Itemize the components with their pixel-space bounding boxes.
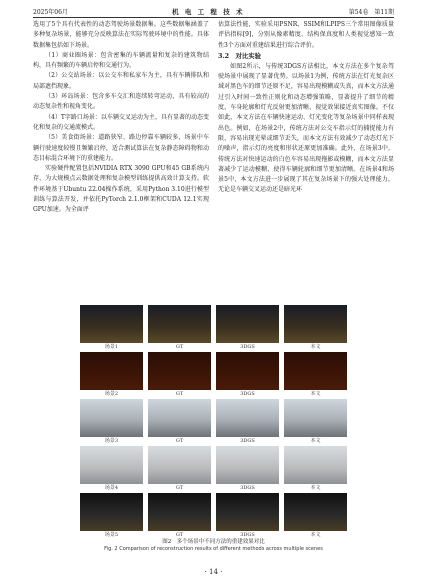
paragraph: 选用了5个具有代表性的动态驾驶场景数据集。这些数据集涵盖了多种复杂场景，能够充分反映算法在实际驾驶环境中的性能。具体数据集包括如下场景。 bbox=[33, 21, 209, 49]
figure-cell bbox=[80, 493, 143, 540]
scene-image bbox=[148, 399, 211, 437]
paragraph: 实验硬件配置包括NVIDIA RTX 3090 GPU和45 GB系统内存，为大规模点云数据处理和复杂模型训练提供高效计算支持。软件环境基于Ubuntu 22.04操作系统，采用Python 3.10进行模型训练与算法开发，并依托PyTorch 2.1.0框架和CUDA 12.1实现GPU加速。为全面评 bbox=[33, 165, 209, 214]
figure-cell bbox=[284, 399, 347, 446]
left-column bbox=[33, 20, 209, 301]
scene-image bbox=[80, 352, 143, 390]
figure-cell-label: 3DGS bbox=[240, 532, 255, 538]
figure-caption-en: Fig. 2 Comparison of reconstruction results of different methods across multiple scenes bbox=[104, 546, 323, 552]
header-issue: 第54卷 第11期 bbox=[348, 8, 394, 16]
scene-image bbox=[284, 352, 347, 390]
figure-cell-label: 本文 bbox=[310, 344, 321, 350]
header-date: 2025年06月 bbox=[33, 8, 68, 16]
scene-image bbox=[80, 399, 143, 437]
figure-cell bbox=[284, 493, 347, 540]
figure-cell-label: GT bbox=[175, 344, 184, 350]
figure-cell bbox=[148, 446, 211, 493]
figure-cell-label: 场景2 bbox=[104, 391, 119, 397]
scene-image bbox=[80, 493, 143, 531]
figure-cell-label: 3DGS bbox=[240, 485, 255, 491]
figure-cell bbox=[216, 352, 279, 399]
figure-cell-label: 3DGS bbox=[240, 438, 255, 444]
figure-cell-label: 本文 bbox=[310, 532, 321, 538]
figure-cell-label: GT bbox=[175, 391, 184, 397]
scene-image bbox=[148, 352, 211, 390]
scene-image bbox=[80, 305, 143, 343]
scene-image bbox=[216, 399, 279, 437]
header-rule bbox=[33, 17, 394, 18]
scene-image bbox=[216, 305, 279, 343]
figure-cell bbox=[148, 399, 211, 446]
scene-image bbox=[216, 493, 279, 531]
figure-cell bbox=[80, 446, 143, 493]
right-column bbox=[218, 20, 394, 301]
scene-image bbox=[284, 305, 347, 343]
figure-cell bbox=[80, 352, 143, 399]
figure-cell-label: 场景4 bbox=[104, 485, 119, 491]
scene-image bbox=[148, 493, 211, 531]
figure-cell bbox=[216, 399, 279, 446]
page-number: · 14 · bbox=[204, 568, 223, 576]
figure-cell bbox=[148, 352, 211, 399]
figure-cell-label: 3DGS bbox=[240, 391, 255, 397]
scene-image bbox=[148, 446, 211, 484]
scene-image bbox=[148, 305, 211, 343]
paragraph: （4）T字路口场景：以车辆交叉运动为主，具有显著的动态变化和复杂的交通流模式。 bbox=[33, 113, 209, 131]
paragraph: （5）美食街场景：道路狭窄、路边停靠车辆较多，场景中车辆行驶速度较慢且频繁启停，适合测试算法在复杂静态障碍物和动态目标混合环境下的重建能力。 bbox=[33, 134, 209, 162]
figure-cell-label: 本文 bbox=[310, 485, 321, 491]
figure-grid bbox=[80, 305, 348, 540]
page-header bbox=[33, 4, 394, 18]
figure-cell bbox=[148, 493, 211, 540]
paragraph: （2）公交站场景：以公交车和私家车为主，具有车辆排队和局部遮挡现象。 bbox=[33, 72, 209, 90]
figure-cell-label: 场景5 bbox=[104, 532, 119, 538]
figure-cell bbox=[80, 399, 143, 446]
scene-image bbox=[284, 446, 347, 484]
scene-image bbox=[216, 446, 279, 484]
figure-cell-label: GT bbox=[175, 485, 184, 491]
paragraph: （3）环岛场景：包含多车交汇和连续转弯运动，具有较高的动态复杂性和视角变化。 bbox=[33, 93, 209, 111]
figure-cell bbox=[284, 352, 347, 399]
figure-cell bbox=[284, 446, 347, 493]
figure-cell-label: GT bbox=[175, 438, 184, 444]
paragraph: 如图2所示，与传统3DGS方法相比，本文方法在多个复杂驾驶场景中展现了显著优势。以场景1为例，传统方法在灯光复杂区域对黑色车的细节还原不足，容易出现模糊或失真，而本文方法通过引入时间一致性正则化和动态增强策略，显著提升了细节的精度，车身轮廓和灯光反射更加清晰，视觉效果接近真实图像。不仅如此，本文方法在车辆快速运动、灯光变化等复杂场景中同样表现出色。例如，在场景2中，传统方法对公交车指示灯的捕捉能力有限，容易出现光晕或细节丢失，而本文方法有效减少了动态灯光下的噪声，指示灯的亮度和形状还原更加准确。此外，在场景3中，传统方法对快速运动的白色车容易出现拖影或模糊，而本文方法显著减少了运动模糊，使得车辆轮廓和细节更加清晰。在场景4和场景5中，本文方法进一步展现了其在复杂场景下的强大处理能力，无论是车辆交叉运动还是暗光环 bbox=[218, 62, 394, 194]
figure-cell-label: GT bbox=[175, 532, 184, 538]
paragraph: 估算法性能，实验采用PSNR、SSIM和LPIPS三个常用图像质量评估指标[9]，分别从像素精度、结构保真度和人类视觉感知一致性3个方面对重建结果进行综合评价。 bbox=[218, 21, 394, 49]
figure-caption-cn: 图2 多个场景中不同方法的重建效果对比 bbox=[162, 539, 265, 545]
figure-2 bbox=[80, 305, 348, 540]
figure-cell bbox=[284, 305, 347, 352]
figure-cell bbox=[216, 305, 279, 352]
figure-cell-label: 场景1 bbox=[104, 344, 119, 350]
scene-image bbox=[216, 352, 279, 390]
scene-image bbox=[80, 446, 143, 484]
figure-cell bbox=[216, 493, 279, 540]
figure-cell-label: 本文 bbox=[310, 391, 321, 397]
figure-cell-label: 3DGS bbox=[240, 344, 255, 350]
scene-image bbox=[284, 399, 347, 437]
scene-image bbox=[284, 493, 347, 531]
figure-cell bbox=[216, 446, 279, 493]
section-title: 3.2 对比实验 bbox=[218, 51, 262, 60]
header-journal: 机 电 工 程 技 术 bbox=[172, 7, 245, 16]
figure-cell bbox=[148, 305, 211, 352]
paragraph: （1）商业圈场景：包含密集的车辆流量和复杂的建筑物结构，具有频繁的车辆启停和交通行为。 bbox=[33, 51, 209, 70]
figure-cell-label: 本文 bbox=[310, 438, 321, 444]
figure-cell bbox=[80, 305, 143, 352]
figure-cell-label: 场景3 bbox=[104, 438, 119, 444]
